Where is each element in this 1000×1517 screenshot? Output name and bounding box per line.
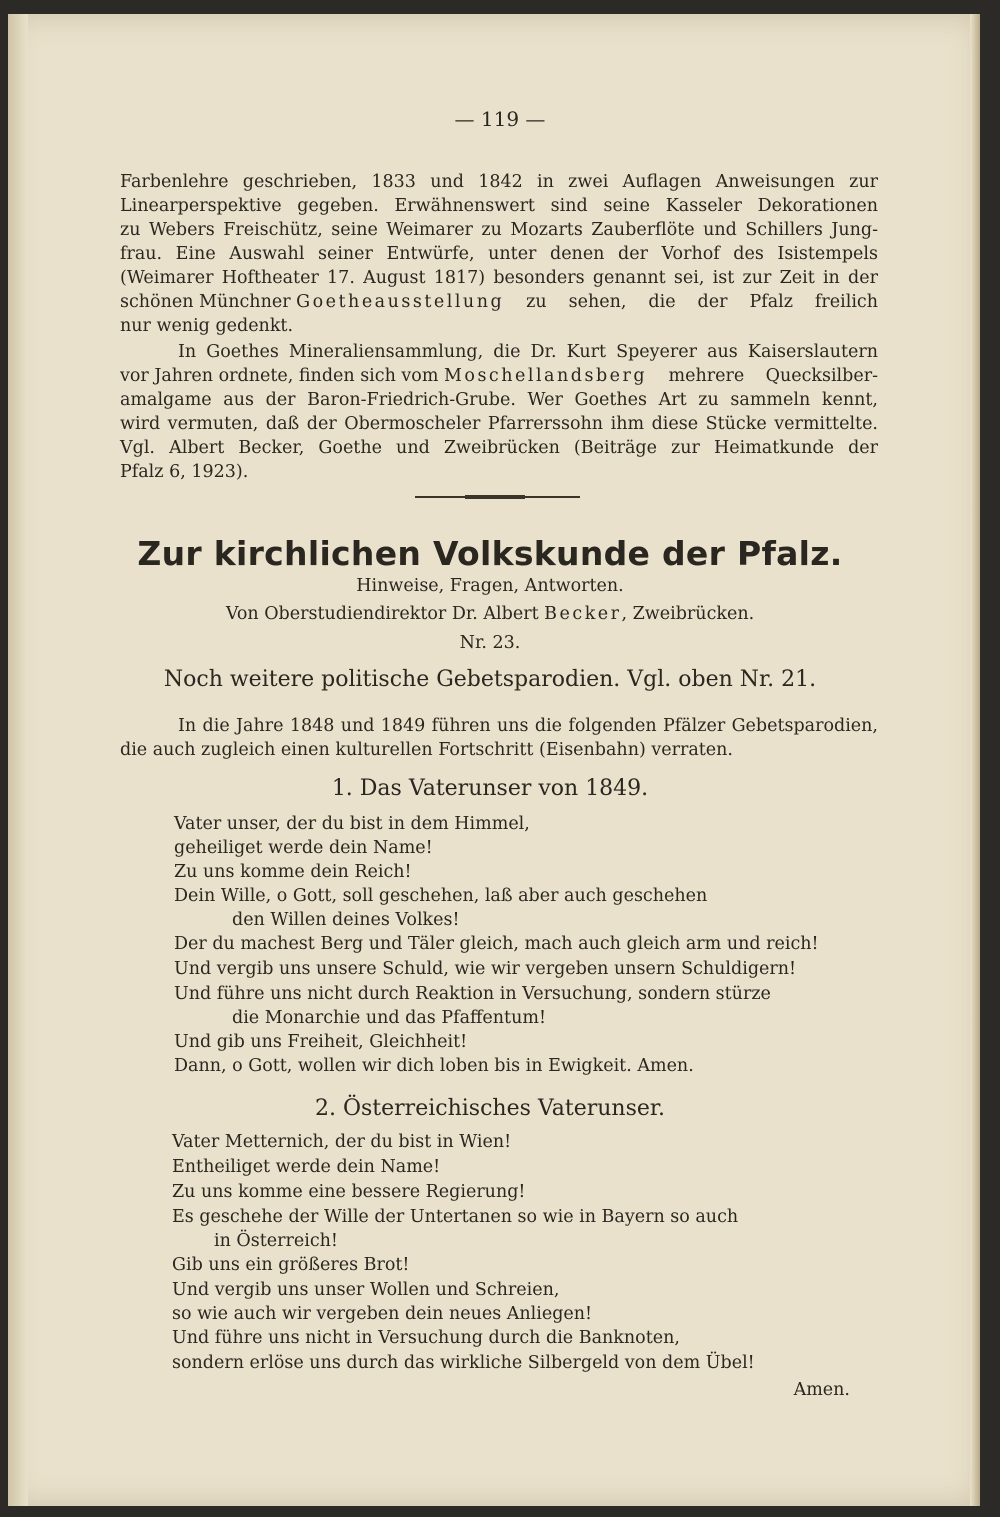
intro-line: die auch zugleich einen kulturellen Fortschritt (Eisenbahn) verraten. [120,740,733,760]
poem-heading: 1. Das Vaterunser von 1849. [331,776,649,801]
paragraph-line: Vgl. Albert Becker, Goethe und Zweibrücken (Beiträge zur Heimatkunde der [120,438,878,458]
text-run: vor Jahren ordnete, finden sich vom [120,366,444,386]
text-run: Von Oberstudiendirektor Dr. Albert [225,604,545,624]
poem-line: Und vergib uns unser Wollen und Schreien, [172,1280,560,1300]
poem-heading: 2. Österreichisches Vaterunser. [315,1096,665,1121]
poem-line: Entheiliget werde dein Name! [172,1157,441,1177]
paragraph-line: In Goethes Mineraliensammlung, die Dr. Kurt Speyerer aus Kaiserslautern [178,342,878,362]
paragraph-line: nur wenig gedenkt. [120,316,294,336]
page-number: — 119 — [454,107,546,131]
paragraph-line [120,364,878,388]
intro-line: In die Jahre 1848 und 1849 führen uns die folgenden Pfälzer Gebetsparodien, [178,716,878,736]
poem-line: den Willen deines Volkes! [232,910,460,930]
text-run: schönen Münchner [120,292,297,312]
paragraph-line: Pfalz 6, 1923). [120,462,249,482]
paragraph-line: Linearperspektive gegeben. Erwähnenswert sind seine Kasseler Dekorationen [120,196,878,216]
paragraph-line [120,290,878,314]
poem-line: Dann, o Gott, wollen wir dich loben bis in Ewigkeit. Amen. [174,1056,694,1076]
page-gutter [8,14,28,1506]
poem-line: Vater Metternich, der du bist in Wien! [172,1132,512,1152]
paragraph-line: zu Webers Freischütz, seine Weimarer zu Mozarts Zauberflöte und Schillers Jung- [120,220,878,240]
spaced-text: Moschellandsberg [444,366,648,386]
poem-line: so wie auch wir vergeben dein neues Anliegen! [172,1304,593,1324]
article-number: Nr. 23. [459,633,521,653]
section-divider-center [465,495,525,499]
poem-line: sondern erlöse uns durch das wirkliche Silbergeld von dem Übel! [172,1353,755,1373]
paragraph-line: (Weimarer Hoftheater 17. August 1817) besonders genannt sei, ist zur Zeit in der [120,268,878,288]
paragraph-line: frau. Eine Auswahl seiner Entwürfe, unter denen der Vorhof des Isistempels [120,244,878,264]
article-byline [0,604,980,624]
poem-line: Der du machest Berg und Täler gleich, mach auch gleich arm und reich! [174,934,819,954]
article-subtitle: Hinweise, Fragen, Antworten. [356,576,624,596]
poem-line: die Monarchie und das Pfaffentum! [232,1008,546,1028]
paragraph-line: Farbenlehre geschrieben, 1833 und 1842 in zwei Auflagen Anweisungen zur [120,172,878,192]
page-edge [970,14,980,1506]
text-run: mehrere Quecksilber- [647,366,878,386]
poem-line: Zu uns komme eine bessere Regierung! [172,1182,526,1202]
poem-line: in Österreich! [214,1231,338,1251]
poem-line: Und vergib uns unsere Schuld, wie wir vergeben unsern Schuldigern! [174,959,797,979]
poem-line: Und gib uns Freiheit, Gleichheit! [174,1032,468,1052]
poem-line: geheiliget werde dein Name! [174,838,433,858]
poem-line: Und führe uns nicht in Versuchung durch die Banknoten, [172,1328,680,1348]
text-run: , Zweibrücken. [621,604,755,624]
poem-line: Es geschehe der Wille der Untertanen so wie in Bayern so auch [172,1207,739,1227]
poem-line: Gib uns ein größeres Brot! [172,1255,410,1275]
poem-line: Zu uns komme dein Reich! [174,862,412,882]
paragraph-line: wird vermuten, daß der Obermoscheler Pfarrerssohn ihm diese Stücke vermittelte. [120,414,878,434]
poem-line: Dein Wille, o Gott, soll geschehen, laß aber auch geschehen [174,886,708,906]
text-run: zu sehen, die der Pfalz freilich [504,292,878,312]
spaced-text: Becker [544,604,622,624]
paragraph-line: amalgame aus der Baron-Friedrich-Grube. Wer Goethes Art zu sammeln kennt, [120,390,878,410]
section-heading: Noch weitere politische Gebetsparodien. Vgl. oben Nr. 21. [163,667,817,692]
spaced-text: Goetheausstellung [296,292,505,312]
poem-line: Vater unser, der du bist in dem Himmel, [174,814,530,834]
article-title: Zur kirchlichen Volkskunde der Pfalz. [137,534,843,573]
poem-line: Und führe uns nicht durch Reaktion in Versuchung, sondern stürze [174,984,771,1004]
poem-closing: Amen. [793,1380,850,1400]
